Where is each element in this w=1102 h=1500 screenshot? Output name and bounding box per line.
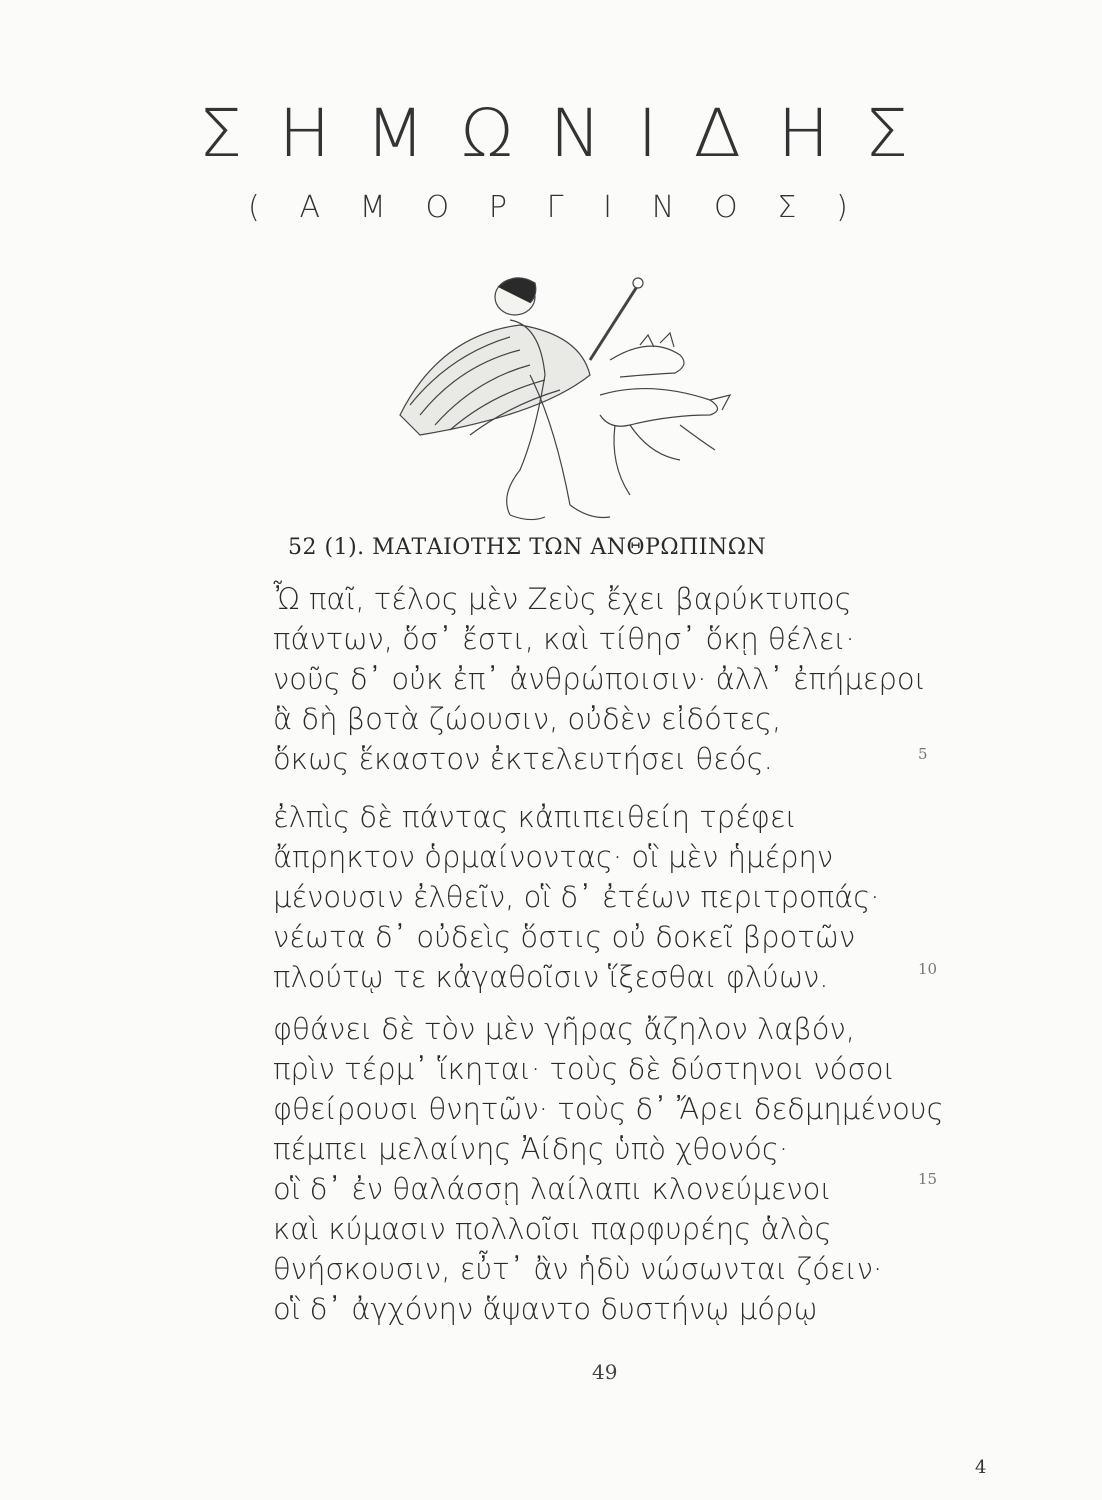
verse-line: πρὶν τέρμ᾽ ἵκηται· τοὺς δὲ δύστηνοι νόσοι	[273, 1052, 895, 1086]
title-letter: Ι	[637, 95, 671, 172]
title-letter: Μ	[365, 95, 438, 172]
subtitle-letter: Ο	[714, 190, 738, 225]
verse-line: νοῦς δ᾽ οὐκ ἐπ᾽ ἀνθρώποισιν· ἀλλ᾽ ἐπήμεροι	[273, 662, 926, 696]
verse-line: ἃ δὴ βοτὰ ζώουσιν, οὐδὲν εἰδότες,	[273, 702, 782, 736]
line-number: 10	[918, 960, 938, 978]
verse-line: νέωτα δ᾽ οὐδεὶς ὅστις οὐ δοκεῖ βροτῶν	[273, 920, 856, 954]
title-letter: Ν	[549, 95, 614, 172]
title-letter: Η	[278, 95, 343, 172]
verse-line: φθάνει δὲ τὸν μὲν γῆρας ἄζηλον λαβόν,	[273, 1012, 855, 1046]
line-number: 5	[918, 745, 928, 763]
verse-line: φθείρουσι θνητῶν· τοὺς δ᾽ Ἄρει δεδμημένους	[273, 1092, 944, 1126]
vase-illustration	[380, 265, 755, 530]
verse-line: θνήσκουσιν, εὖτ᾽ ἂν ἡδὺ νώσωνται ζόειν·	[273, 1252, 883, 1286]
title-letter: Σ	[198, 95, 256, 172]
page-number: 49	[592, 1360, 618, 1384]
subtitle-letter: Ν	[651, 190, 675, 225]
verse-line: Ὦ παῖ, τέλος μὲν Ζεὺς ἔχει βαρύκτυπος	[273, 582, 852, 616]
verse-line: ἄπρηκτον ὁρμαίνοντας· οἳ μὲν ἡμέρην	[273, 840, 834, 874]
title-letter: Ω	[460, 95, 527, 172]
verse-line: ὅκως ἕκαστον ἐκτελευτήσει θεός.	[273, 742, 773, 776]
title-letter: Σ	[864, 95, 922, 172]
verse-line: πλούτῳ τε κἀγαθοῖσιν ἵξεσθαι φλύων.	[273, 960, 829, 994]
verse-line: πέμπει μελαίνης Ἀίδης ὑπὸ χθονός·	[273, 1132, 789, 1166]
subtitle-letter: )	[836, 190, 848, 225]
subtitle-letter: (	[248, 190, 260, 225]
title-letter: Η	[777, 95, 842, 172]
subtitle-letter: Ρ	[488, 190, 507, 225]
subtitle-letter: Μ	[359, 190, 386, 225]
verse-line: οἳ δ᾽ ἀγχόνην ἅψαντο δυστήνῳ μόρῳ	[273, 1292, 818, 1326]
verse-line: οἳ δ᾽ ἐν θαλάσσῃ λαίλαπι κλονεύμενοι	[273, 1172, 832, 1206]
verse-line: καὶ κύμασιν πολλοῖσι παρφυρέης ἁλὸς	[273, 1212, 832, 1246]
author-subtitle	[248, 190, 848, 225]
verse-line: μένουσιν ἐλθεῖν, οἳ δ᾽ ἐτέων περιτροπάς·	[273, 880, 880, 914]
author-title	[200, 95, 920, 172]
poem-heading: 52 (1). ΜΑΤΑΙΟΤΗΣ ΤΩΝ ΑΝΘΡΩΠΙΝΩΝ	[288, 535, 767, 560]
subtitle-letter: Α	[299, 190, 321, 225]
signature-mark: 4	[975, 1457, 987, 1478]
subtitle-letter: Ι	[603, 190, 613, 225]
verse-line: ἐλπὶς δὲ πάντας κἀπιπειθείη τρέφει	[273, 800, 797, 834]
verse-line: πάντων, ὅσ᾽ ἔστι, καὶ τίθησ᾽ ὅκῃ θέλει·	[273, 622, 855, 656]
subtitle-letter: Γ	[546, 190, 564, 225]
line-number: 15	[918, 1170, 938, 1188]
subtitle-letter: Ο	[425, 190, 450, 225]
subtitle-letter: Σ	[777, 190, 797, 225]
title-letter: Δ	[694, 95, 755, 172]
